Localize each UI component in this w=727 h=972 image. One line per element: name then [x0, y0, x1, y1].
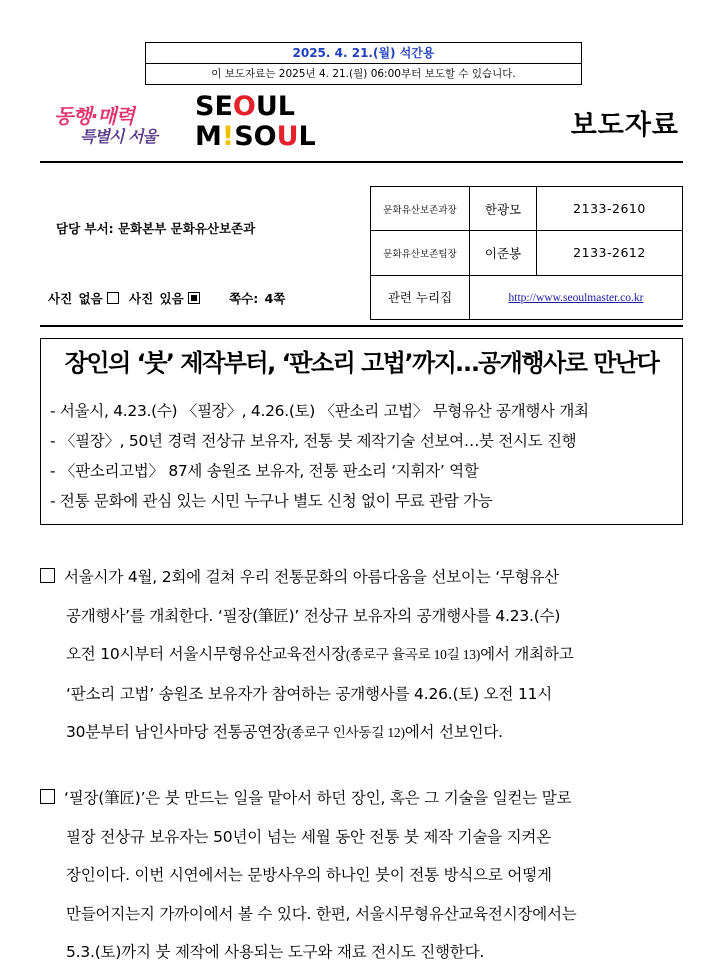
logo-text-line1: 동행·매력: [54, 104, 134, 128]
headline: 장인의 ‘붓’ 제작부터, ‘판소리 고법’까지…공개행사로 만난다: [64, 349, 659, 377]
related-site-label: 관련 누리집: [371, 275, 470, 319]
subheading-1: - 서울시, 4.23.(수) 〈필장〉, 4.26.(토) 〈판소리 고법〉 무형유산 공개행사 개최: [50, 402, 589, 420]
section-checkbox: [40, 568, 55, 583]
table-row: [371, 187, 683, 231]
dynamic-charm-seoul-logo: [50, 100, 175, 150]
contact-role: 문화유산보존팀장: [371, 231, 470, 275]
related-site-cell: [470, 275, 683, 319]
no-photo-checkbox: [107, 292, 119, 304]
related-site-link[interactable]: http://www.seoulmaster.co.kr: [508, 292, 644, 305]
divider-top: [40, 161, 683, 163]
page-count: 쪽수: 4쪽: [229, 291, 286, 306]
photo-status-line: [48, 289, 285, 307]
with-photo-label: 사진 있음: [129, 291, 184, 306]
press-release-title: 보도자료: [570, 110, 679, 141]
subheading-2: - 〈필장〉, 50년 경력 전상규 보유자, 전통 붓 제작기술 선보여…붓 전시도 진행: [50, 432, 577, 450]
seoul-logo-line1: SEOUL: [195, 91, 295, 122]
logo-text-line2: 특별시 서울: [80, 127, 157, 146]
paragraph-2: ‘필장(筆匠)’은 붓 만드는 일을 맡아서 하던 장인, 혹은 그 기술을 일컫는 말로 필장 전상규 보유자는 50년이 넘는 세월 동안 전통 붓 제작 기술을 지켜온 장인이다. 이번 시연에서는 문방사우의 하나인 붓이 전통 방식으로 어떻게 만들어지는지 가까이에서 볼 수 있다. 한편, 서울시무형유산교육전시장에서는 5.3.(토)까지 붓 제작에 사용되는 도구와 재료 전시도 진행한다.: [40, 779, 685, 972]
seoul-logo-line2: M!SOUL: [195, 121, 316, 152]
no-photo-label: 사진 없음: [48, 291, 103, 306]
embargo-note: 이 보도자료는 2025년 4. 21.(월) 06:00부터 보도할 수 있습니다.: [211, 68, 516, 80]
embargo-date: 2025. 4. 21.(월) 석간용: [146, 43, 581, 64]
contact-name: 이준봉: [470, 231, 537, 275]
embargo-box: [145, 42, 582, 85]
contact-phone: 2133-2612: [537, 231, 683, 275]
contact-name: 한광모: [470, 187, 537, 231]
with-photo-checkbox: [188, 292, 200, 304]
contact-phone: 2133-2610: [537, 187, 683, 231]
headline-box: [40, 338, 683, 525]
department-line: 담당 부서: 문화본부 문화유산보존과: [56, 221, 256, 236]
contact-table: [370, 186, 683, 320]
subheading-4: - 전통 문화에 관심 있는 시민 누구나 별도 신청 없이 무료 관람 가능: [50, 492, 493, 510]
seoul-my-soul-logo: [195, 91, 316, 154]
paragraph-1: 서울시가 4월, 2회에 걸쳐 우리 전통문화의 아름다움을 선보이는 ‘무형유산 공개행사’를 개최한다. ‘필장(筆匠)’ 전상규 보유자의 공개행사를 4.23.(수) 오전 10시부터 서울시무형유산교육전시장(종로구 율곡로 10길 13)에서 개최하고 ‘판소리 고법’ 송원조 보유자가 참여하는 공개행사를 4.26.(토) 오전 11시 30분부터 남인사마당 전통공연장(종로구 인사동길 12)에서 선보인다.: [40, 558, 685, 753]
section-checkbox: [40, 789, 55, 804]
divider-middle: [40, 325, 683, 327]
subheading-3: - 〈판소리고법〉 87세 송원조 보유자, 전통 판소리 ‘지휘자’ 역할: [50, 462, 479, 480]
contact-role: 문화유산보존과장: [371, 187, 470, 231]
table-row: [371, 231, 683, 275]
table-row: [371, 275, 683, 319]
